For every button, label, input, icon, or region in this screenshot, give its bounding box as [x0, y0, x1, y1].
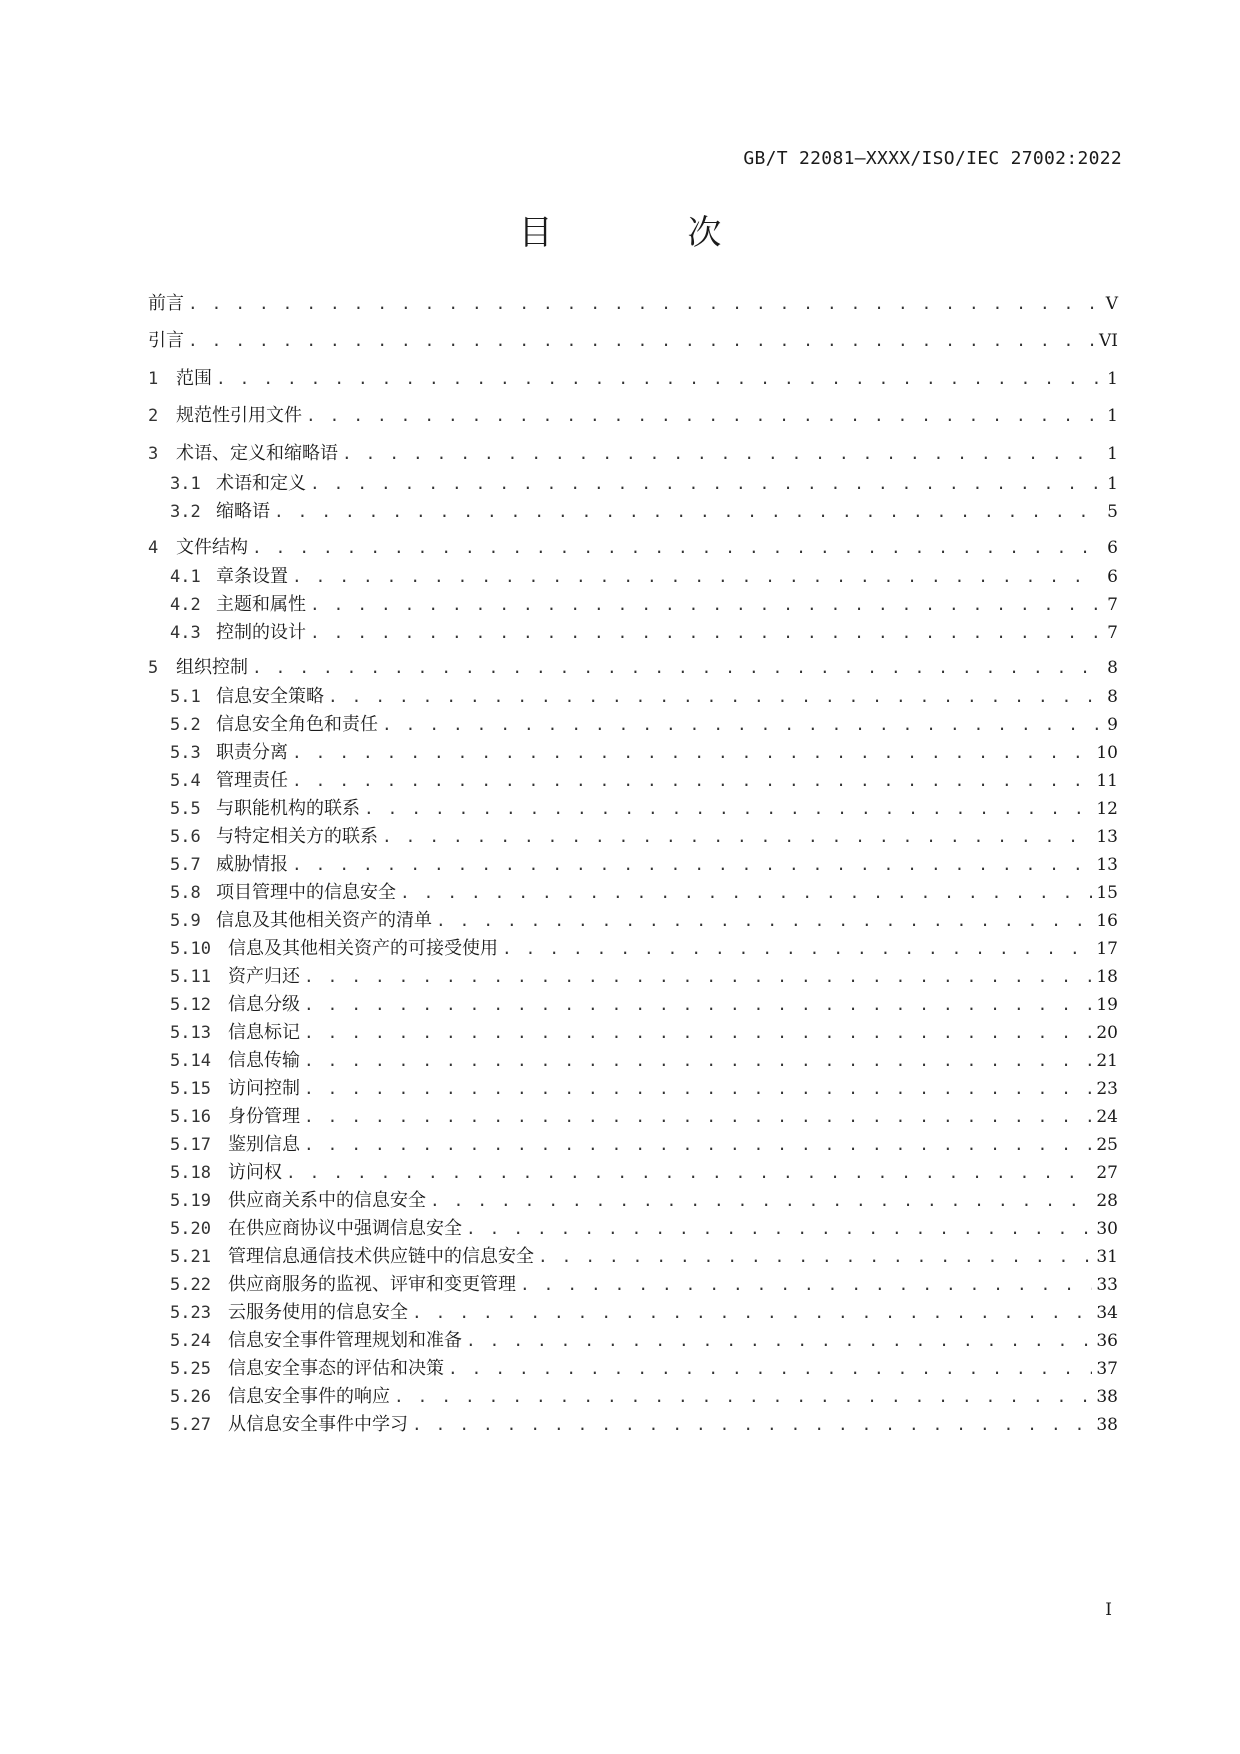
dot-leader [188, 293, 1100, 315]
toc-entry-page: 17 [1096, 939, 1118, 959]
toc-entry-label: 从信息安全事件中学习 [228, 1414, 408, 1435]
toc-entry-page: 8 [1107, 687, 1118, 707]
toc-entry[interactable] [148, 362, 1118, 390]
toc-entry-label: 信息安全策略 [216, 686, 324, 707]
toc-entry-page: 13 [1096, 827, 1118, 847]
toc-entry-label: 文件结构 [176, 537, 248, 558]
toc-entry-number: 5.2 [170, 715, 201, 735]
toc-entry-label: 云服务使用的信息安全 [228, 1302, 408, 1323]
toc-entry[interactable] [148, 399, 1118, 427]
toc-entry-page: 11 [1096, 771, 1118, 791]
toc-entry-page: 13 [1096, 855, 1118, 875]
toc-entry[interactable] [148, 287, 1118, 315]
dot-leader [412, 1302, 1092, 1324]
toc-entry[interactable] [170, 848, 1118, 876]
toc-entry-label: 信息传输 [228, 1050, 300, 1071]
toc-entry[interactable] [170, 1240, 1118, 1268]
toc-entry-label: 威胁情报 [216, 854, 288, 875]
toc-entry[interactable] [170, 932, 1118, 960]
toc-entry-label: 资产归还 [228, 966, 300, 987]
toc-entry-number: 3 [148, 444, 159, 464]
toc-entry-page: 1 [1107, 474, 1118, 494]
dot-leader [274, 501, 1100, 523]
toc-entry-label: 术语、定义和缩略语 [176, 443, 338, 464]
dot-leader [310, 473, 1100, 495]
page-title: 目 次 [518, 213, 784, 253]
dot-leader [306, 405, 1100, 427]
toc-entry-label: 供应商服务的监视、评审和变更管理 [228, 1274, 516, 1295]
toc-entry-label: 供应商关系中的信息安全 [228, 1190, 426, 1211]
toc-entry-page: 33 [1096, 1275, 1118, 1295]
toc-entry-page: 19 [1096, 995, 1118, 1015]
toc-entry-number: 3.1 [170, 474, 201, 494]
toc-entry-number: 5.22 [170, 1275, 211, 1295]
toc-entry-page: 20 [1096, 1023, 1118, 1043]
toc-entry-number: 5.17 [170, 1135, 211, 1155]
toc-entry-number: 1 [148, 369, 159, 389]
toc-entry-page: 21 [1096, 1051, 1118, 1071]
dot-leader [292, 742, 1092, 764]
toc-entry-number: 5.9 [170, 911, 201, 931]
toc-entry[interactable] [170, 1184, 1118, 1212]
toc-entry-label: 信息安全角色和责任 [216, 714, 378, 735]
toc-entry-label: 与特定相关方的联系 [216, 826, 378, 847]
toc-entry[interactable] [148, 324, 1118, 352]
toc-entry-number: 5.27 [170, 1415, 211, 1435]
toc-entry-page: 6 [1107, 567, 1118, 587]
toc-entry-label: 信息安全事态的评估和决策 [228, 1358, 444, 1379]
toc-entry[interactable] [170, 1380, 1118, 1408]
toc-entry-number: 5.6 [170, 827, 201, 847]
standard-code-header: GB/T 22081—XXXX/ISO/IEC 27002:2022 [743, 148, 1122, 169]
toc-entry-label: 组织控制 [176, 657, 248, 678]
toc-entry-page: 30 [1096, 1219, 1118, 1239]
dot-leader [292, 566, 1100, 588]
toc-entry-page: 27 [1096, 1163, 1118, 1183]
toc-entry-label: 信息分级 [228, 994, 300, 1015]
toc-entry[interactable] [170, 1268, 1118, 1296]
toc-entry-label: 章条设置 [216, 566, 288, 587]
toc-entry-page: 31 [1096, 1247, 1118, 1267]
toc-entry[interactable] [170, 495, 1118, 523]
toc-entry[interactable] [170, 736, 1118, 764]
toc-entry-page: 7 [1107, 595, 1118, 615]
toc-entry-page: VI [1099, 331, 1118, 351]
toc-entry-page: 28 [1096, 1191, 1118, 1211]
toc-entry-page: 37 [1096, 1359, 1118, 1379]
toc-entry-number: 5.21 [170, 1247, 211, 1267]
toc-entry-number: 5.18 [170, 1163, 211, 1183]
dot-leader [382, 826, 1092, 848]
dot-leader [382, 714, 1100, 736]
dot-leader [286, 1162, 1092, 1184]
toc-entry-number: 5.4 [170, 771, 201, 791]
toc-entry-page: 12 [1096, 799, 1118, 819]
toc-entry-label: 信息及其他相关资产的清单 [216, 910, 432, 931]
toc-entry-page: 24 [1096, 1107, 1118, 1127]
page-number: I [1105, 1600, 1112, 1620]
toc-entry-number: 4.3 [170, 623, 201, 643]
toc-entry-page: 25 [1096, 1135, 1118, 1155]
dot-leader [430, 1190, 1092, 1212]
toc-entry-page: 16 [1096, 911, 1118, 931]
toc-entry-label: 身份管理 [228, 1106, 300, 1127]
toc-entry[interactable] [170, 1324, 1118, 1352]
toc-entry-number: 3.2 [170, 502, 201, 522]
toc-entry-number: 5.1 [170, 687, 201, 707]
toc-entry[interactable] [170, 904, 1118, 932]
toc-entry[interactable] [170, 1044, 1118, 1072]
toc-entry-number: 5.8 [170, 883, 201, 903]
toc-entry-label: 信息及其他相关资产的可接受使用 [228, 938, 498, 959]
toc-entry-number: 5.24 [170, 1331, 211, 1351]
toc-entry-page: 1 [1107, 406, 1118, 426]
toc-entry-number: 2 [148, 406, 159, 426]
toc-entry-label: 信息安全事件管理规划和准备 [228, 1330, 462, 1351]
toc-entry-label: 主题和属性 [216, 594, 306, 615]
toc-entry-label: 与职能机构的联系 [216, 798, 360, 819]
toc-entry[interactable] [148, 651, 1118, 679]
dot-leader [310, 622, 1100, 644]
toc-entry-label: 信息安全事件的响应 [228, 1386, 390, 1407]
toc-entry-page: 5 [1107, 502, 1118, 522]
dot-leader [448, 1358, 1092, 1380]
toc-entry-label: 规范性引用文件 [176, 405, 302, 426]
dot-leader [188, 330, 1095, 352]
dot-leader [304, 1134, 1092, 1156]
toc-entry-number: 5.5 [170, 799, 201, 819]
toc-entry-number: 5.19 [170, 1191, 211, 1211]
toc-entry-label: 术语和定义 [216, 473, 306, 494]
toc-entry[interactable] [170, 1128, 1118, 1156]
dot-leader [304, 1050, 1092, 1072]
toc-entry-label: 管理责任 [216, 770, 288, 791]
toc-entry-label: 前言 [148, 293, 184, 314]
toc-entry-number: 4 [148, 538, 159, 558]
toc-entry-page: 23 [1096, 1079, 1118, 1099]
dot-leader [502, 938, 1092, 960]
toc-entry-number: 5.26 [170, 1387, 211, 1407]
toc-entry-page: 18 [1096, 967, 1118, 987]
toc-entry-label: 缩略语 [216, 501, 270, 522]
toc-entry[interactable] [170, 1072, 1118, 1100]
toc-entry-number: 5.20 [170, 1219, 211, 1239]
toc-entry-page: 1 [1107, 444, 1118, 464]
dot-leader [304, 966, 1092, 988]
toc-entry[interactable] [170, 876, 1118, 904]
dot-leader [292, 770, 1092, 792]
toc-entry-number: 5.15 [170, 1079, 211, 1099]
toc-entry-number: 5.10 [170, 939, 211, 959]
toc-entry-label: 引言 [148, 330, 184, 351]
dot-leader [328, 686, 1100, 708]
toc-entry-number: 5.11 [170, 967, 211, 987]
toc-entry[interactable] [170, 960, 1118, 988]
toc-entry[interactable] [170, 560, 1118, 588]
toc-entry[interactable] [170, 988, 1118, 1016]
toc-entry-number: 5.25 [170, 1359, 211, 1379]
toc-entry-label: 管理信息通信技术供应链中的信息安全 [228, 1246, 534, 1267]
toc-entry-label: 控制的设计 [216, 622, 306, 643]
toc-entry[interactable] [170, 680, 1118, 708]
toc-entry-page: 9 [1107, 715, 1118, 735]
dot-leader [400, 882, 1092, 904]
dot-leader [304, 1078, 1092, 1100]
toc-entry[interactable] [170, 467, 1118, 495]
dot-leader [466, 1330, 1092, 1352]
toc-entry-label: 访问权 [228, 1162, 282, 1183]
toc-entry[interactable] [148, 437, 1118, 465]
dot-leader [520, 1274, 1092, 1296]
dot-leader [412, 1414, 1092, 1436]
toc-entry[interactable] [148, 531, 1118, 559]
dot-leader [342, 443, 1100, 465]
dot-leader [310, 594, 1100, 616]
toc-entry-number: 5.7 [170, 855, 201, 875]
toc-entry[interactable] [170, 616, 1118, 644]
toc-entry[interactable] [170, 1156, 1118, 1184]
toc-entry-label: 范围 [176, 368, 212, 389]
toc-entry-number: 5.14 [170, 1051, 211, 1071]
toc-entry-page: 8 [1107, 658, 1118, 678]
toc-entry[interactable] [170, 1100, 1118, 1128]
toc-entry[interactable] [170, 1296, 1118, 1324]
toc-entry-page: 6 [1107, 538, 1118, 558]
toc-entry[interactable] [170, 1212, 1118, 1240]
toc-entry-label: 项目管理中的信息安全 [216, 882, 396, 903]
toc-entry-page: 7 [1107, 623, 1118, 643]
toc-entry-page: 38 [1096, 1415, 1118, 1435]
toc-entry-page: 36 [1096, 1331, 1118, 1351]
toc-entry-number: 5.16 [170, 1107, 211, 1127]
toc-entry[interactable] [170, 1016, 1118, 1044]
dot-leader [292, 854, 1092, 876]
dot-leader [252, 657, 1100, 679]
toc-entry[interactable] [170, 588, 1118, 616]
dot-leader [304, 1022, 1092, 1044]
toc-entry-label: 在供应商协议中强调信息安全 [228, 1218, 462, 1239]
toc-entry[interactable] [170, 792, 1118, 820]
toc-entry-number: 4.2 [170, 595, 201, 615]
toc-entry[interactable] [170, 1352, 1118, 1380]
toc-entry-label: 访问控制 [228, 1078, 300, 1099]
toc-entry-page: 15 [1096, 883, 1118, 903]
dot-leader [216, 368, 1100, 390]
toc-entry-number: 5.23 [170, 1303, 211, 1323]
toc-entry-page: 34 [1096, 1303, 1118, 1323]
toc-entry-number: 5.13 [170, 1023, 211, 1043]
dot-leader [436, 910, 1092, 932]
toc-entry-number: 5 [148, 658, 159, 678]
toc-entry-label: 信息标记 [228, 1022, 300, 1043]
toc-entry[interactable] [170, 1408, 1118, 1436]
dot-leader [304, 1106, 1092, 1128]
toc-entry-page: V [1105, 294, 1118, 314]
toc-entry[interactable] [170, 764, 1118, 792]
toc-entry-page: 10 [1096, 743, 1118, 763]
toc-entry-label: 鉴别信息 [228, 1134, 300, 1155]
dot-leader [364, 798, 1092, 820]
dot-leader [538, 1246, 1092, 1268]
toc-entry-label: 职责分离 [216, 742, 288, 763]
toc-entry-number: 4.1 [170, 567, 201, 587]
toc-entry-page: 1 [1107, 369, 1118, 389]
toc-entry-number: 5.3 [170, 743, 201, 763]
dot-leader [304, 994, 1092, 1016]
toc-entry-page: 38 [1096, 1387, 1118, 1407]
toc-entry[interactable] [170, 708, 1118, 736]
dot-leader [466, 1218, 1092, 1240]
toc-entry-number: 5.12 [170, 995, 211, 1015]
dot-leader [252, 537, 1100, 559]
toc-entry[interactable] [170, 820, 1118, 848]
dot-leader [394, 1386, 1092, 1408]
